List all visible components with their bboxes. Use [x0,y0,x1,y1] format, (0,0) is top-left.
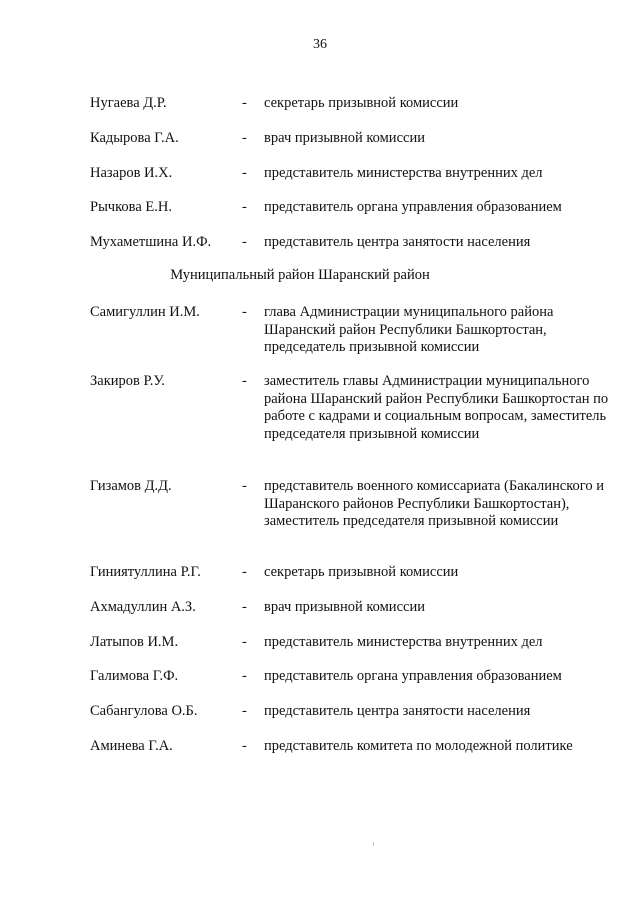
member-role: представитель органа управления образованием [264,199,562,215]
dash-separator: - [242,634,247,650]
dash-separator: - [242,738,247,754]
member-role: врач призывной комиссии [264,599,425,615]
member-name: Нугаева Д.Р. [90,95,167,111]
dash-separator: - [242,165,247,181]
dash-separator: - [242,373,247,389]
member-name: Рычкова Е.Н. [90,199,172,215]
member-role: представитель министерства внутренних дел [264,634,543,650]
member-name: Аминева Г.А. [90,738,173,754]
member-role: заместитель главы Администрации муниципального района Шаранский район Республики Башкортостан по работе с кадрами и социальным вопросам, заместитель председателя призывной комиссии [264,373,609,442]
member-name: Мухаметшина И.Ф. [90,234,212,250]
scan-mark [373,842,374,846]
dash-separator: - [242,234,247,250]
dash-separator: - [242,564,247,580]
member-name: Сабангулова О.Б. [90,703,198,719]
member-role: представитель военного комиссариата (Бакалинского и Шаранского районов Республики Башкортостан), заместитель председателя призывной комиссии [264,478,605,529]
member-role: глава Администрации муниципального района Шаранский район Республики Башкортостан, председатель призывной комиссии [264,304,554,355]
member-role: секретарь призывной комиссии [264,564,459,580]
member-role: врач призывной комиссии [264,130,425,146]
member-name: Галимова Г.Ф. [90,668,179,684]
dash-separator: - [242,703,247,719]
member-name: Кадырова Г.А. [90,130,179,146]
member-role: представитель органа управления образованием [264,668,562,684]
member-role: представитель комитета по молодежной политике [264,738,573,754]
dash-separator: - [242,95,247,111]
member-role: представитель министерства внутренних дел [264,165,543,181]
member-role: секретарь призывной комиссии [264,95,459,111]
section-heading: Муниципальный район Шаранский район [170,267,430,283]
member-name: Латыпов И.М. [90,634,179,650]
dash-separator: - [242,130,247,146]
member-role: представитель центра занятости населения [264,703,531,719]
member-name: Ахмадуллин А.З. [90,599,196,615]
member-name: Назаров И.Х. [90,165,173,181]
member-role: представитель центра занятости населения [264,234,531,250]
member-name: Гиниятуллина Р.Г. [90,564,201,580]
member-name: Самигуллин И.М. [90,304,200,320]
member-name: Гизамов Д.Д. [90,478,172,494]
dash-separator: - [242,199,247,215]
dash-separator: - [242,478,247,494]
page-number: 36 [313,37,327,52]
member-name: Закиров Р.У. [90,373,165,389]
dash-separator: - [242,668,247,684]
dash-separator: - [242,304,247,320]
dash-separator: - [242,599,247,615]
